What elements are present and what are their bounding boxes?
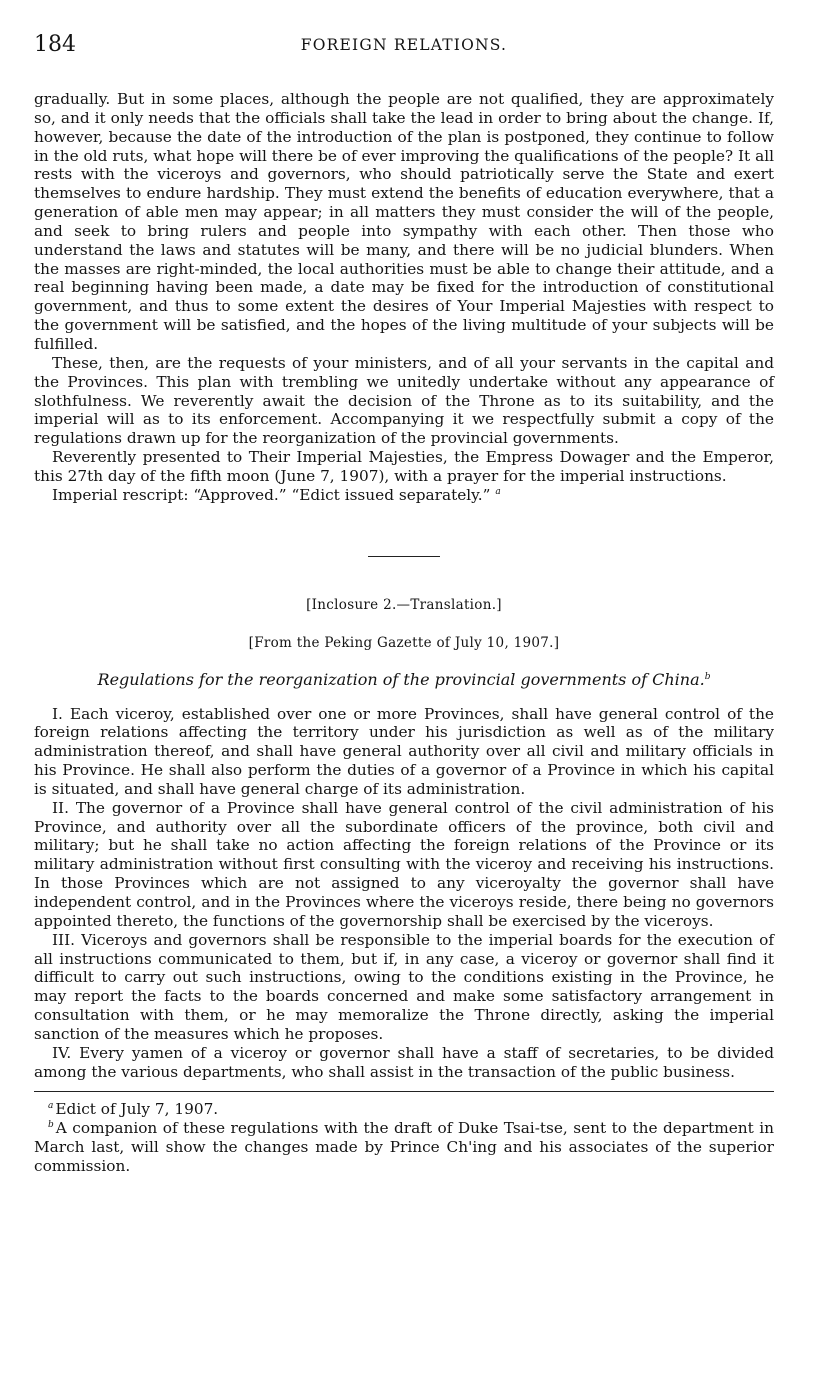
running-head: FOREIGN RELATIONS.	[300, 36, 508, 54]
regulations-title-text: Regulations for the reorganization of the provincial governments of China.	[97, 669, 705, 689]
gazette-source: [From the Peking Gazette of July 10, 1907.]	[248, 634, 560, 651]
memorial-text	[34, 90, 774, 505]
footnote-a	[34, 1100, 774, 1119]
footnote-divider	[34, 1091, 774, 1092]
regulation-article-3: III. Viceroys and governors shall be responsible to the imperial boards for the execution of all instructions communicated to them, but if, in any case, a viceroy or governor shall find it difficult to carry out such instructions, owing to the conditions existing in the Province, he may report the facts to the boards concerned and make some satisfactory arrangement in consultation with them, or he may memoralize the Throne directly, asking the imperial sanction of the measures which he proposes.	[34, 930, 774, 1043]
page-number: 184	[34, 32, 76, 57]
footnote-a-mark: a	[48, 1101, 54, 1112]
footnote-ref-a: a	[495, 486, 501, 497]
rescript-text: Imperial rescript: “Approved.” “Edict issued separately.”	[52, 485, 491, 504]
footnote-ref-b: b	[704, 671, 711, 682]
regulation-article-2: II. The governor of a Province shall have general control of the civil administration of his Province, and authority over all the subordinate officers of the province, both civil and military; but he shall take no action affecting the foreign relations of the Province or its military administration without first consulting with the viceroy and receiving his instructions. In those Provinces which are not assigned to any viceroyalty the governor shall have independent control, and in the Provinces where the viceroys reside, there being no governors appointed thereto, the functions of the governorship shall be exercised by the viceroys.	[34, 798, 774, 930]
section-divider	[368, 556, 440, 557]
inclosure-label: [Inclosure 2.—Translation.]	[306, 596, 502, 613]
footnotes	[34, 1100, 774, 1175]
footnote-a-text: Edict of July 7, 1907.	[55, 1100, 219, 1119]
footnote-b-text: A companion of these regulations with the draft of Duke Tsai-tse, sent to the department in March last, will show the changes made by Prince Ch'ing and his associates of the superior commission.	[34, 1119, 774, 1175]
footnote-b-mark: b	[48, 1120, 54, 1131]
regulations-title	[34, 670, 774, 689]
memorial-paragraph: gradually. But in some places, although the people are not qualified, they are approximately so, and it only needs that the officials shall take the lead in order to bring about the change. If, however, because the date of the introduction of the plan is postponed, they continue to follow in the old ruts, what hope will there be of ever improving the qualifications of the people? It all rests with the viceroys and governors, who should patriotically serve the State and exert themselves to endure hardship. They must extend the benefits of education everywhere, that a generation of able men may appear; in all matters they must consider the will of the people, and seek to bring rulers and people into sympathy with each other. Then those who understand the laws and statutes will be many, and there will be no judicial blunders. When the masses are right-minded, the local authorities must be able to change their attitude, and a real beginning having been made, a date may be fixed for the introduction of constitutional government, and thus to some extent the desires of Your Imperial Majesties with respect to the government will be satisfied, and the hopes of the living multitude of your subjects will be fulfilled.	[34, 90, 774, 353]
memorial-paragraph: These, then, are the requests of your ministers, and of all your servants in the capital and the Provinces. This plan with trembling we unitedly undertake without any appearance of slothfulness. We reverently await the decision of the Throne as to its suitability, and the imperial will as to its enforcement. Accompanying it we respectfully submit a copy of the regulations drawn up for the reorganization of the provincial governments.	[34, 353, 774, 448]
footnote-b	[34, 1119, 774, 1176]
regulations-text	[34, 705, 774, 1082]
imperial-rescript	[34, 486, 774, 505]
regulation-article-1: I. Each viceroy, established over one or more Provinces, shall have general control of the foreign relations affecting the territory under his jurisdiction as well as of the military administration thereof, and shall have general authority over all civil and military officials in his Province. He shall also perform the duties of a governor of a Province in which his capital is situated, and shall have general charge of its administration.	[34, 704, 774, 798]
memorial-paragraph: Reverently presented to Their Imperial Majesties, the Empress Dowager and the Emperor, this 27th day of the fifth moon (June 7, 1907), with a prayer for the imperial instructions.	[34, 448, 774, 485]
page-header	[34, 32, 774, 60]
document-page	[34, 32, 774, 1176]
regulation-article-4: IV. Every yamen of a viceroy or governor shall have a staff of secretaries, to be divided among the various departments, who shall assist in the transaction of the public business.	[34, 1043, 774, 1081]
